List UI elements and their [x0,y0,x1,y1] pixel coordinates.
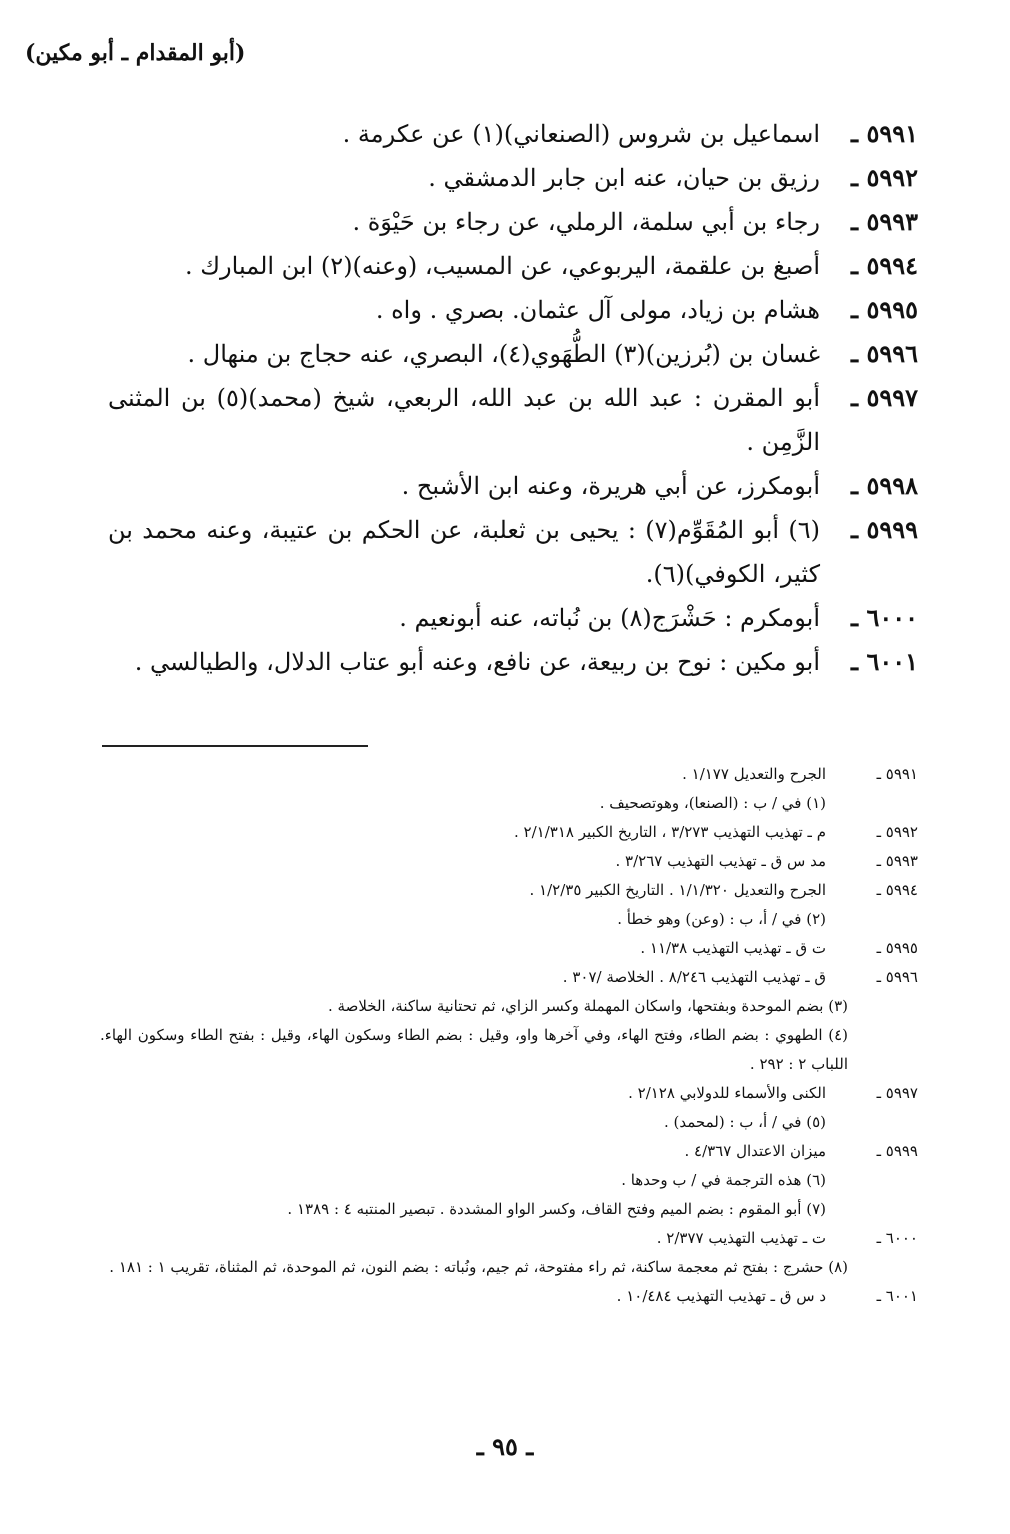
footnote-number: ٥٩٩٦ ـ [876,968,918,986]
entry-5997 [108,376,918,464]
entry-5995 [108,288,918,332]
entries-list [108,112,918,684]
footnote-number: ٦٠٠١ ـ [876,1287,918,1305]
footnote-6000 [100,1224,918,1253]
entry-number: ٥٩٩٣ ـ [851,207,918,236]
footnote-separator [102,745,368,747]
footnote-number: ٥٩٩٧ ـ [876,1084,918,1102]
footnote-text: الكنى والأسماء للدولابي ٢/١٢٨ . [628,1084,826,1102]
footnote-5991 [100,760,918,789]
footnote-number: ٥٩٩١ ـ [876,765,918,783]
entry-text: أبو المقرن : عبد الله بن عبد الله، الربعي، شيخ (محمد)(٥) بن المثنى الزَّمِن . [108,384,820,456]
entry-number: ٥٩٩٤ ـ [851,251,918,280]
footnote-text: (٧) أبو المقوم : بضم الميم وفتح القاف، وكسر الواو المشددة . تبصير المنتبه ٤ : ١٣٨٩ . [287,1200,826,1218]
entry-number: ٦٠٠١ ـ [851,647,918,676]
footnote-text: (٢) في / أ، ب : (وعن) وهو خطأ . [617,910,826,928]
footnote-text: د س ق ـ تهذيب التهذيب ١٠/٤٨٤ . [616,1287,826,1305]
footnote-5993 [100,847,918,876]
entry-text: رجاء بن أبي سلمة، الرملي، عن رجاء بن حَيْوَة . [352,208,820,236]
footnote-text: (٨) حشرج : بفتح ثم معجمة ساكنة، ثم راء مفتوحة، ثم جيم، ونُباته : بضم النون، ثم الموحدة، ثم المثناة، تقريب ١ : ١٨١ . [109,1258,848,1276]
entry-number: ٥٩٩٦ ـ [851,339,918,368]
entry-number: ٦٠٠٠ ـ [851,603,918,632]
footnote-1 [100,789,918,818]
footnote-text: ت ـ تهذيب التهذيب ٢/٣٧٧ . [656,1229,826,1247]
entry-text: رزيق بن حيان، عنه ابن جابر الدمشقي . [428,164,820,192]
entry-5993 [108,200,918,244]
footnote-6 [100,1166,918,1195]
footnote-5997 [100,1079,918,1108]
entry-number: ٥٩٩٨ ـ [851,471,918,500]
entry-5999 [108,508,918,596]
footnote-5999 [100,1137,918,1166]
footnote-5994 [100,876,918,905]
entry-number: ٥٩٩٥ ـ [851,295,918,324]
footnote-number: ٥٩٩٤ ـ [876,881,918,899]
running-title: (أبو المقدام ـ أبو مكين) [25,40,246,66]
entry-5992 [108,156,918,200]
footnote-text: الجرح والتعديل ١/١٧٧ . [682,765,826,783]
footnote-3 [100,992,918,1021]
entry-number: ٥٩٩٧ ـ [851,383,918,412]
footnote-text: الجرح والتعديل ١/١/٣٢٠ . التاريخ الكبير ١/٢/٣٥ . [529,881,826,899]
entry-text: أبو مكين : نوح بن ربيعة، عن نافع، وعنه أبو عتاب الدلال، والطيالسي . [134,648,820,676]
entry-5996 [108,332,918,376]
page-number: ـ ٩٥ ـ [476,1432,534,1461]
entry-text: غسان بن (بُرزين)(٣) الطُّهَوي(٤)، البصري، عنه حجاج بن منهال . [187,340,820,368]
entry-text: اسماعيل بن شروس (الصنعاني)(١) عن عكرمة . [342,120,820,148]
footnote-2 [100,905,918,934]
footnote-text: ت ق ـ تهذيب التهذيب ١١/٣٨ . [640,939,826,957]
footnote-text: م ـ تهذيب التهذيب ٣/٢٧٣ ، التاريخ الكبير ٢/١/٣١٨ . [514,823,826,841]
footnotes-list [100,760,918,1311]
footnote-4 [100,1021,918,1079]
footnote-text: (٦) هذه الترجمة في / ب وحدها . [621,1171,826,1189]
footnote-number: ٥٩٩٢ ـ [876,823,918,841]
entry-6001 [108,640,918,684]
footnote-text: (٥) في / أ، ب : (لمحمد) . [663,1113,826,1131]
entry-text: (٦) أبو المُقَوِّم(٧) : يحيى بن ثعلبة، عن الحكم بن عتيبة، وعنه محمد بن كثير، الكوفي)(٦). [108,516,821,588]
footnote-text: مد س ق ـ تهذيب التهذيب ٣/٢٦٧ . [615,852,826,870]
footnote-text: ق ـ تهذيب التهذيب ٨/٢٤٦ . الخلاصة /٣٠٧ . [562,968,826,986]
footnote-7 [100,1195,918,1224]
entry-text: أبومكرز، عن أبي هريرة، وعنه ابن الأشبح . [401,472,820,500]
footnote-number: ٥٩٩٣ ـ [876,852,918,870]
entry-5994 [108,244,918,288]
footnote-5995 [100,934,918,963]
footnote-number: ٦٠٠٠ ـ [876,1229,918,1247]
entry-number: ٥٩٩٢ ـ [851,163,918,192]
footnote-text: (٤) الطهوي : بضم الطاء، وفتح الهاء، وفي آخرها واو، وقيل : بضم الطاء وسكون الهاء، وقيل : بفتح الطاء وسكون الهاء. اللباب ٢ : ٢٩٢ . [100,1026,848,1073]
footnote-6001 [100,1282,918,1311]
footnote-5 [100,1108,918,1137]
entry-text: هشام بن زياد، مولى آل عثمان. بصري . واه . [375,296,820,324]
footnote-5992 [100,818,918,847]
footnote-text: ميزان الاعتدال ٤/٣٦٧ . [684,1142,826,1160]
entry-5998 [108,464,918,508]
entry-text: أصبغ بن علقمة، اليربوعي، عن المسيب، (وعنه)(٢) ابن المبارك . [185,252,820,280]
footnote-text: (٣) بضم الموحدة وبفتحها، واسكان المهملة وكسر الزاي، ثم تحتانية ساكنة، الخلاصة . [328,997,848,1015]
footnote-5996 [100,963,918,992]
entry-5991 [108,112,918,156]
entry-number: ٥٩٩٩ ـ [851,515,918,544]
footnote-number: ٥٩٩٥ ـ [876,939,918,957]
footnote-text: (١) في / ب : (الصنعا)، وهوتصحيف . [599,794,826,812]
entry-text: أبومكرم : حَشْرَج(٨) بن نُباته، عنه أبونعيم . [399,604,820,632]
footnote-8 [100,1253,918,1282]
entry-number: ٥٩٩١ ـ [851,119,918,148]
footnote-number: ٥٩٩٩ ـ [876,1142,918,1160]
entry-6000 [108,596,918,640]
